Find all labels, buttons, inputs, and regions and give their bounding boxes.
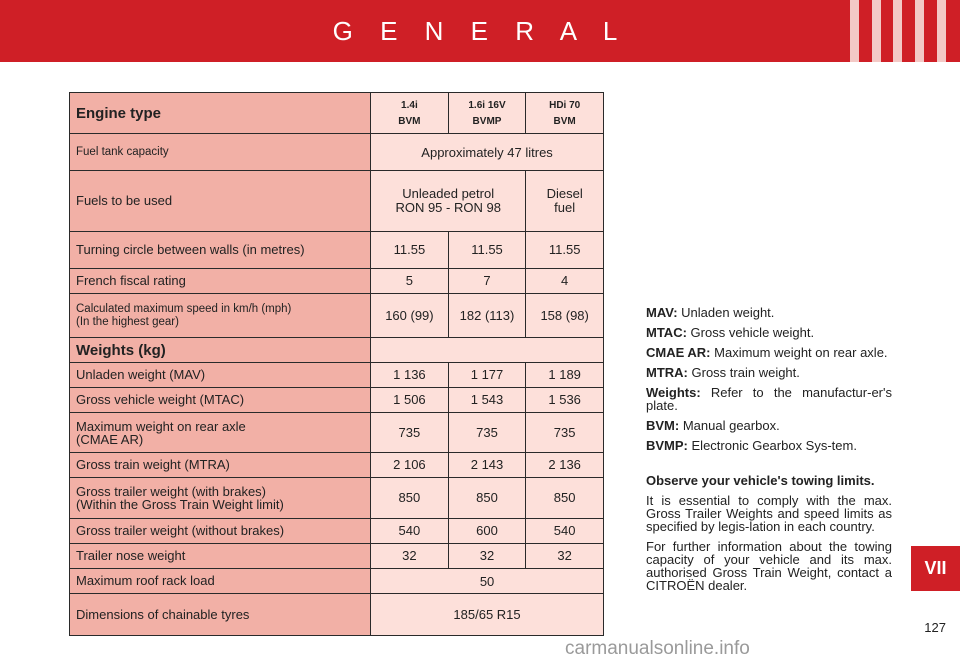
definition-term: MTAC: (646, 325, 687, 340)
towing-paragraph: For further information about the towing capacity of your vehicle and its max. authorised Gross Train Weight, contact a CITROËN dealer. (646, 539, 892, 593)
fiscal-label: French fiscal rating (70, 269, 371, 294)
definition-item (646, 439, 892, 452)
table-row (70, 569, 604, 594)
towing-paragraph: It is essential to comply with the max. Gross Trailer Weights and speed limits as specified by legis-lation in each country. (646, 493, 892, 534)
definition-text: Manual gearbox. (682, 418, 780, 433)
definition-term: MTRA: (646, 365, 688, 380)
tyres-label: Dimensions of chainable tyres (70, 594, 371, 636)
turning-label: Turning circle between walls (in metres) (70, 232, 371, 269)
mtra-label: Gross train weight (MTRA) (70, 453, 371, 478)
engine-name: HDi 70 (549, 100, 581, 111)
turning-value: 11.55 (371, 232, 449, 269)
definition-term: CMAE AR: (646, 345, 711, 360)
header-stripe (937, 0, 946, 62)
engine-gearbox: BVM (553, 116, 576, 127)
trailer-nobrakes-label: Gross trailer weight (without brakes) (70, 519, 371, 544)
fuels-diesel-value: Diesel fuel (526, 171, 604, 232)
towing-title: Observe your vehicle's towing limits. (646, 473, 875, 488)
header-stripe (915, 0, 924, 62)
roof-load-label: Maximum roof rack load (70, 569, 371, 594)
speed-value: 160 (99) (371, 294, 449, 338)
definition-term: MAV: (646, 305, 678, 320)
fiscal-value: 7 (448, 269, 526, 294)
engine-col-1 (371, 93, 449, 134)
trailer-nobrakes-value: 540 (526, 519, 604, 544)
header-stripe (850, 0, 859, 62)
speed-value: 182 (113) (448, 294, 526, 338)
trailer-brakes-label: Gross trailer weight (with brakes) (Within the Gross Train Weight limit) (70, 478, 371, 519)
definition-term: BVM: (646, 418, 680, 433)
table-row (70, 413, 604, 453)
trailer-nobrakes-value: 540 (371, 519, 449, 544)
mav-value: 1 136 (371, 363, 449, 388)
spec-table (69, 92, 604, 636)
mtac-value: 1 536 (526, 388, 604, 413)
engine-gearbox: BVMP (472, 116, 502, 127)
table-row (70, 134, 604, 171)
table-row (70, 232, 604, 269)
rear-axle-label: Maximum weight on rear axle (CMAE AR) (70, 413, 371, 453)
definition-item (646, 306, 892, 319)
page-number: 127 (924, 620, 946, 635)
mav-value: 1 177 (448, 363, 526, 388)
trailer-brakes-value: 850 (371, 478, 449, 519)
roof-load-value: 50 (371, 569, 604, 594)
mtra-value: 2 136 (526, 453, 604, 478)
fuels-label: Fuels to be used (70, 171, 371, 232)
definition-text: Unladen weight. (681, 305, 775, 320)
definition-item (646, 419, 892, 432)
definition-text: Gross vehicle weight. (690, 325, 815, 340)
definition-item (646, 366, 892, 379)
header-stripe (872, 0, 881, 62)
table-row (70, 338, 604, 363)
engine-name: 1.6i 16V (468, 100, 506, 111)
mav-value: 1 189 (526, 363, 604, 388)
rear-axle-value: 735 (526, 413, 604, 453)
nose-weight-label: Trailer nose weight (70, 544, 371, 569)
fuel-tank-label: Fuel tank capacity (70, 134, 371, 171)
mtra-value: 2 106 (371, 453, 449, 478)
definition-text: Maximum weight on rear axle. (714, 345, 888, 360)
engine-gearbox: BVM (398, 116, 421, 127)
nose-weight-value: 32 (526, 544, 604, 569)
definition-item (646, 326, 892, 339)
definition-term: Weights: (646, 385, 701, 400)
table-row (70, 363, 604, 388)
mtac-value: 1 506 (371, 388, 449, 413)
nose-weight-value: 32 (371, 544, 449, 569)
watermark-text: carmanualsonline.info (565, 638, 750, 659)
speed-label: Calculated maximum speed in km/h (mph) (In the highest gear) (70, 294, 371, 338)
definition-item (646, 386, 892, 412)
trailer-nobrakes-value: 600 (448, 519, 526, 544)
header-stripe (893, 0, 902, 62)
fuel-tank-value: Approximately 47 litres (371, 134, 604, 171)
speed-value: 158 (98) (526, 294, 604, 338)
engine-type-label: Engine type (70, 93, 371, 134)
turning-value: 11.55 (526, 232, 604, 269)
definition-text: Gross train weight. (691, 365, 800, 380)
turning-value: 11.55 (448, 232, 526, 269)
chapter-tab[interactable]: VII (911, 546, 960, 591)
table-row (70, 269, 604, 294)
table-row (70, 93, 604, 134)
trailer-brakes-value: 850 (448, 478, 526, 519)
table-row (70, 544, 604, 569)
trailer-brakes-value: 850 (526, 478, 604, 519)
mtac-value: 1 543 (448, 388, 526, 413)
table-row (70, 453, 604, 478)
engine-name: 1.4i (401, 100, 418, 111)
definition-text: Refer to the manufactur-er's plate. (646, 385, 892, 413)
table-row (70, 519, 604, 544)
table-row (70, 171, 604, 232)
notes-column (646, 306, 892, 599)
rear-axle-value: 735 (371, 413, 449, 453)
table-row (70, 594, 604, 636)
table-row (70, 294, 604, 338)
engine-col-2 (448, 93, 526, 134)
fiscal-value: 4 (526, 269, 604, 294)
header-band (0, 0, 960, 62)
engine-col-3 (526, 93, 604, 134)
fuels-petrol-value: Unleaded petrol RON 95 - RON 98 (371, 171, 526, 232)
definition-text: Electronic Gearbox Sys-tem. (691, 438, 857, 453)
mtac-label: Gross vehicle weight (MTAC) (70, 388, 371, 413)
mtra-value: 2 143 (448, 453, 526, 478)
page-title: G E N E R A L (332, 16, 628, 46)
definition-term: BVMP: (646, 438, 688, 453)
table-row (70, 388, 604, 413)
definition-item (646, 346, 892, 359)
fiscal-value: 5 (371, 269, 449, 294)
weights-section-label: Weights (kg) (70, 338, 371, 363)
nose-weight-value: 32 (448, 544, 526, 569)
weights-section-blank (371, 338, 604, 363)
table-row (70, 478, 604, 519)
rear-axle-value: 735 (448, 413, 526, 453)
tyres-value: 185/65 R15 (371, 594, 604, 636)
mav-label: Unladen weight (MAV) (70, 363, 371, 388)
